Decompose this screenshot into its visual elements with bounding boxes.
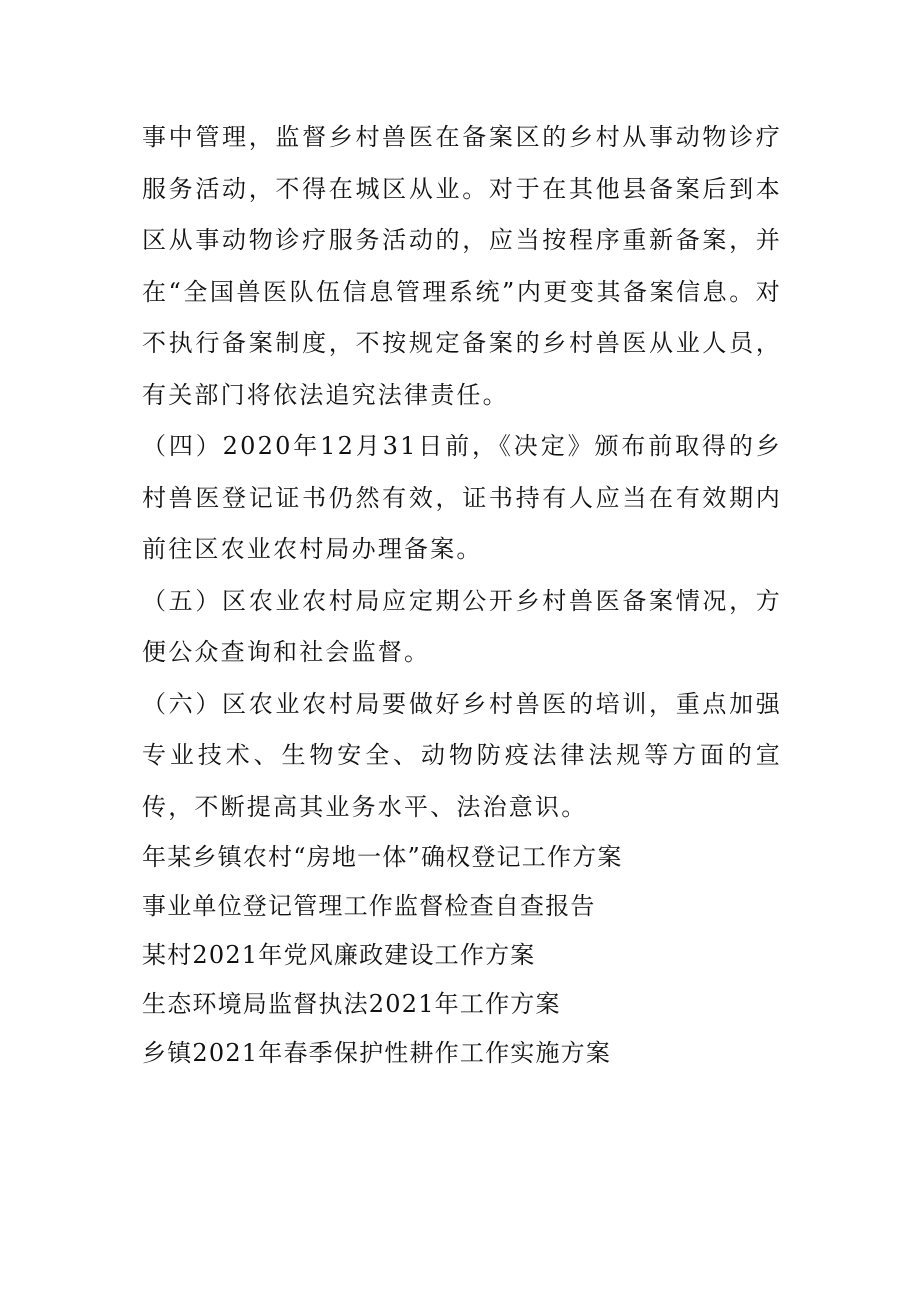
paragraph-item-five: （五）区农业农村局应定期公开乡村兽医备案情况，方便公众查询和社会监督。 (142, 586, 782, 666)
list-item: 事业单位登记管理工作监督检查自查报告 (142, 892, 596, 920)
paragraph-item-six: （六）区农业农村局要做好乡村兽医的培训，重点加强专业技术、生物安全、动物防疫法律法规等方面的宣传，不断提高其业务水平、法治意识。 (142, 689, 782, 821)
list-item: 某村2021年党风廉政建设工作方案 (142, 941, 536, 969)
related-titles-list (142, 833, 782, 1078)
document-body (142, 112, 782, 1078)
list-item: 乡镇2021年春季保护性耕作工作实施方案 (142, 1039, 612, 1067)
paragraph-continuation: 事中管理，监督乡村兽医在备案区的乡村从事动物诊疗服务活动，不得在城区从业。对于在其他县备案后到本区从事动物诊疗服务活动的，应当按程序重新备案，并在“全国兽医队伍信息管理系统”内更变其备案信息。对不执行备案制度，不按规定备案的乡村兽医从业人员，有关部门将依法追究法律责任。 (142, 123, 782, 409)
paragraph-item-four: （四）2020年12月31日前，《决定》颁布前取得的乡村兽医登记证书仍然有效，证书持有人应当在有效期内前往区农业农村局办理备案。 (142, 432, 782, 563)
list-item: 生态环境局监督执法2021年工作方案 (142, 990, 561, 1018)
list-item: 年某乡镇农村“房地一体”确权登记工作方案 (142, 843, 623, 871)
